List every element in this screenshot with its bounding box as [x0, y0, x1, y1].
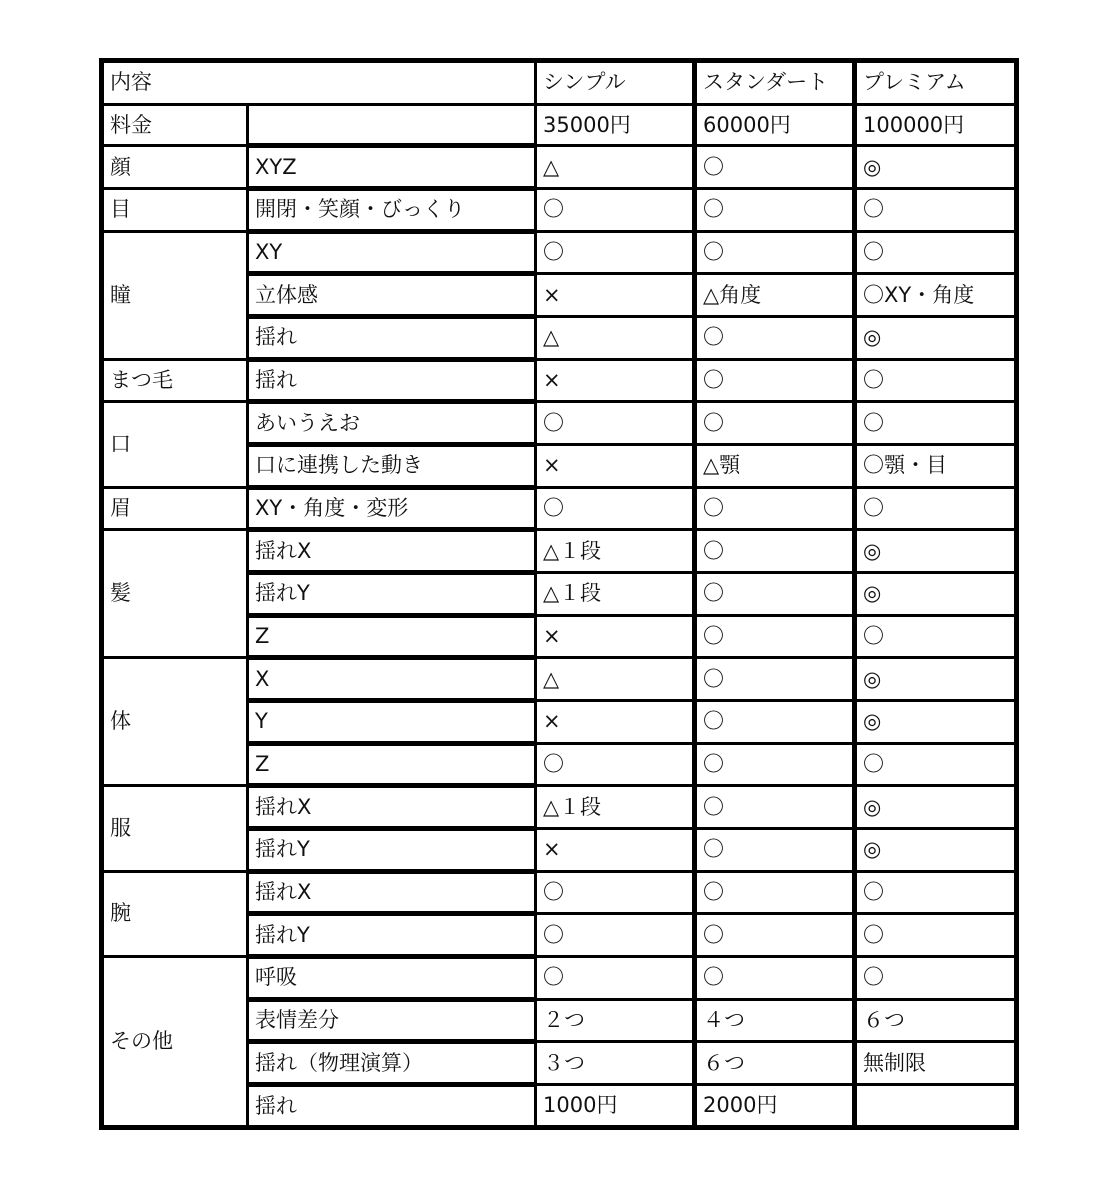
plan-simple-value: × [536, 829, 695, 872]
plan-simple-value: × [536, 274, 695, 317]
plan-standard-value: 〇 [695, 914, 855, 957]
plan-premium-value: ◎ [855, 658, 1017, 701]
item-cell: 揺れY [248, 829, 536, 872]
item-cell: 呼吸 [248, 957, 536, 1000]
plan-standard-value: 〇 [695, 615, 855, 658]
category-cell: 瞳 [102, 231, 248, 359]
category-cell: 眉 [102, 487, 248, 530]
item-cell [248, 104, 536, 146]
table-body [102, 61, 1017, 1128]
item-cell: 揺れY [248, 914, 536, 957]
plan-standard-value: 〇 [695, 189, 855, 232]
item-cell: 揺れ [248, 1085, 536, 1128]
plan-simple-value: △１段 [536, 786, 695, 829]
table-row [102, 658, 1017, 701]
plan-simple-value: 〇 [536, 487, 695, 530]
plan-standard-value: 〇 [695, 658, 855, 701]
item-cell: XYZ [248, 146, 536, 189]
category-cell: 服 [102, 786, 248, 871]
plan-standard-value: 〇 [695, 317, 855, 360]
category-cell: 体 [102, 658, 248, 786]
plan-premium-value: 〇 [855, 359, 1017, 402]
plan-simple-value: 1000円 [536, 1085, 695, 1128]
plan-standard-value: 〇 [695, 231, 855, 274]
plan-simple-value: △１段 [536, 573, 695, 616]
plan-simple-value: × [536, 445, 695, 488]
plan-simple-value: × [536, 359, 695, 402]
plan-simple-value: × [536, 701, 695, 744]
plan-premium-value: ６つ [855, 999, 1017, 1042]
item-cell: Z [248, 615, 536, 658]
plan-simple-value: 〇 [536, 189, 695, 232]
item-cell: 開閉・笑顔・びっくり [248, 189, 536, 232]
plan-standard-value: ４つ [695, 999, 855, 1042]
plan-standard-value: ６つ [695, 1042, 855, 1085]
plan-standard-value: 〇 [695, 701, 855, 744]
plan-premium-value: 無制限 [855, 1042, 1017, 1085]
plan-simple-value: △ [536, 317, 695, 360]
item-cell: あいうえお [248, 402, 536, 445]
table-row [102, 146, 1017, 189]
plan-standard-value: 〇 [695, 402, 855, 445]
plan-standard-value: 〇 [695, 786, 855, 829]
table-row [102, 402, 1017, 445]
item-cell: XY [248, 231, 536, 274]
plan-simple-value: 〇 [536, 402, 695, 445]
plan-standard-value: 〇 [695, 573, 855, 616]
plan-standard-value: 〇 [695, 359, 855, 402]
table-row [102, 189, 1017, 232]
plan-simple-value: 〇 [536, 231, 695, 274]
plan-simple-value: 〇 [536, 743, 695, 786]
item-cell: X [248, 658, 536, 701]
plan-premium-value: 〇 [855, 957, 1017, 1000]
plan-premium-value: 〇 [855, 871, 1017, 914]
plan-simple-value: ２つ [536, 999, 695, 1042]
plan-simple-value: △ [536, 146, 695, 189]
plan-premium-value: 〇顎・目 [855, 445, 1017, 488]
plan-premium-value: ◎ [855, 829, 1017, 872]
item-cell: 立体感 [248, 274, 536, 317]
plan-simple-value: 〇 [536, 914, 695, 957]
table-row [102, 487, 1017, 530]
plan-premium-value: 100000円 [855, 104, 1017, 146]
plan-premium-header: プレミアム [855, 61, 1017, 105]
plan-standard-value: △顎 [695, 445, 855, 488]
plan-standard-value: 〇 [695, 487, 855, 530]
plan-comparison-table [99, 58, 1019, 1130]
plan-premium-value: 〇 [855, 231, 1017, 274]
category-cell: まつ毛 [102, 359, 248, 402]
item-cell: 揺れ（物理演算） [248, 1042, 536, 1085]
plan-standard-value: 2000円 [695, 1085, 855, 1128]
table-row [102, 359, 1017, 402]
plan-premium-value: ◎ [855, 701, 1017, 744]
category-cell: 目 [102, 189, 248, 232]
plan-standard-header: スタンダート [695, 61, 855, 105]
plan-premium-value: ◎ [855, 317, 1017, 360]
plan-simple-value: × [536, 615, 695, 658]
category-cell: 髪 [102, 530, 248, 658]
plan-standard-value: 〇 [695, 530, 855, 573]
plan-premium-value [855, 1085, 1017, 1128]
plan-standard-value: 〇 [695, 829, 855, 872]
plan-simple-value: △ [536, 658, 695, 701]
plan-premium-value: ◎ [855, 530, 1017, 573]
plan-premium-value: 〇 [855, 615, 1017, 658]
plan-simple-value: ３つ [536, 1042, 695, 1085]
plan-simple-value: 〇 [536, 957, 695, 1000]
category-cell: その他 [102, 957, 248, 1128]
table-row [102, 104, 1017, 146]
plan-standard-value: 〇 [695, 146, 855, 189]
item-cell: 揺れ [248, 317, 536, 360]
item-cell: 口に連携した動き [248, 445, 536, 488]
plan-simple-value: △１段 [536, 530, 695, 573]
table-row [102, 786, 1017, 829]
plan-premium-value: 〇 [855, 189, 1017, 232]
table-row [102, 231, 1017, 274]
plan-standard-value: 〇 [695, 743, 855, 786]
plan-premium-value: ◎ [855, 573, 1017, 616]
item-cell: 揺れX [248, 530, 536, 573]
plan-simple-value: 35000円 [536, 104, 695, 146]
table-row [102, 871, 1017, 914]
plan-standard-value: 〇 [695, 871, 855, 914]
item-cell: 揺れX [248, 871, 536, 914]
table-row [102, 530, 1017, 573]
item-cell: Y [248, 701, 536, 744]
header-row [102, 61, 1017, 105]
plan-premium-value: 〇 [855, 743, 1017, 786]
table-row [102, 957, 1017, 1000]
plan-premium-value: ◎ [855, 786, 1017, 829]
item-cell: 揺れX [248, 786, 536, 829]
category-cell: 顔 [102, 146, 248, 189]
item-cell: XY・角度・変形 [248, 487, 536, 530]
plan-standard-value: 60000円 [695, 104, 855, 146]
item-cell: 揺れ [248, 359, 536, 402]
plan-premium-value: 〇XY・角度 [855, 274, 1017, 317]
plan-premium-value: 〇 [855, 402, 1017, 445]
plan-standard-value: 〇 [695, 957, 855, 1000]
plan-premium-value: ◎ [855, 146, 1017, 189]
category-cell: 料金 [102, 104, 248, 146]
plan-simple-value: 〇 [536, 871, 695, 914]
plan-standard-value: △角度 [695, 274, 855, 317]
header-label: 内容 [102, 61, 536, 105]
plan-premium-value: 〇 [855, 914, 1017, 957]
item-cell: Z [248, 743, 536, 786]
item-cell: 揺れY [248, 573, 536, 616]
item-cell: 表情差分 [248, 999, 536, 1042]
plan-simple-header: シンプル [536, 61, 695, 105]
plan-premium-value: 〇 [855, 487, 1017, 530]
category-cell: 口 [102, 402, 248, 487]
category-cell: 腕 [102, 871, 248, 956]
